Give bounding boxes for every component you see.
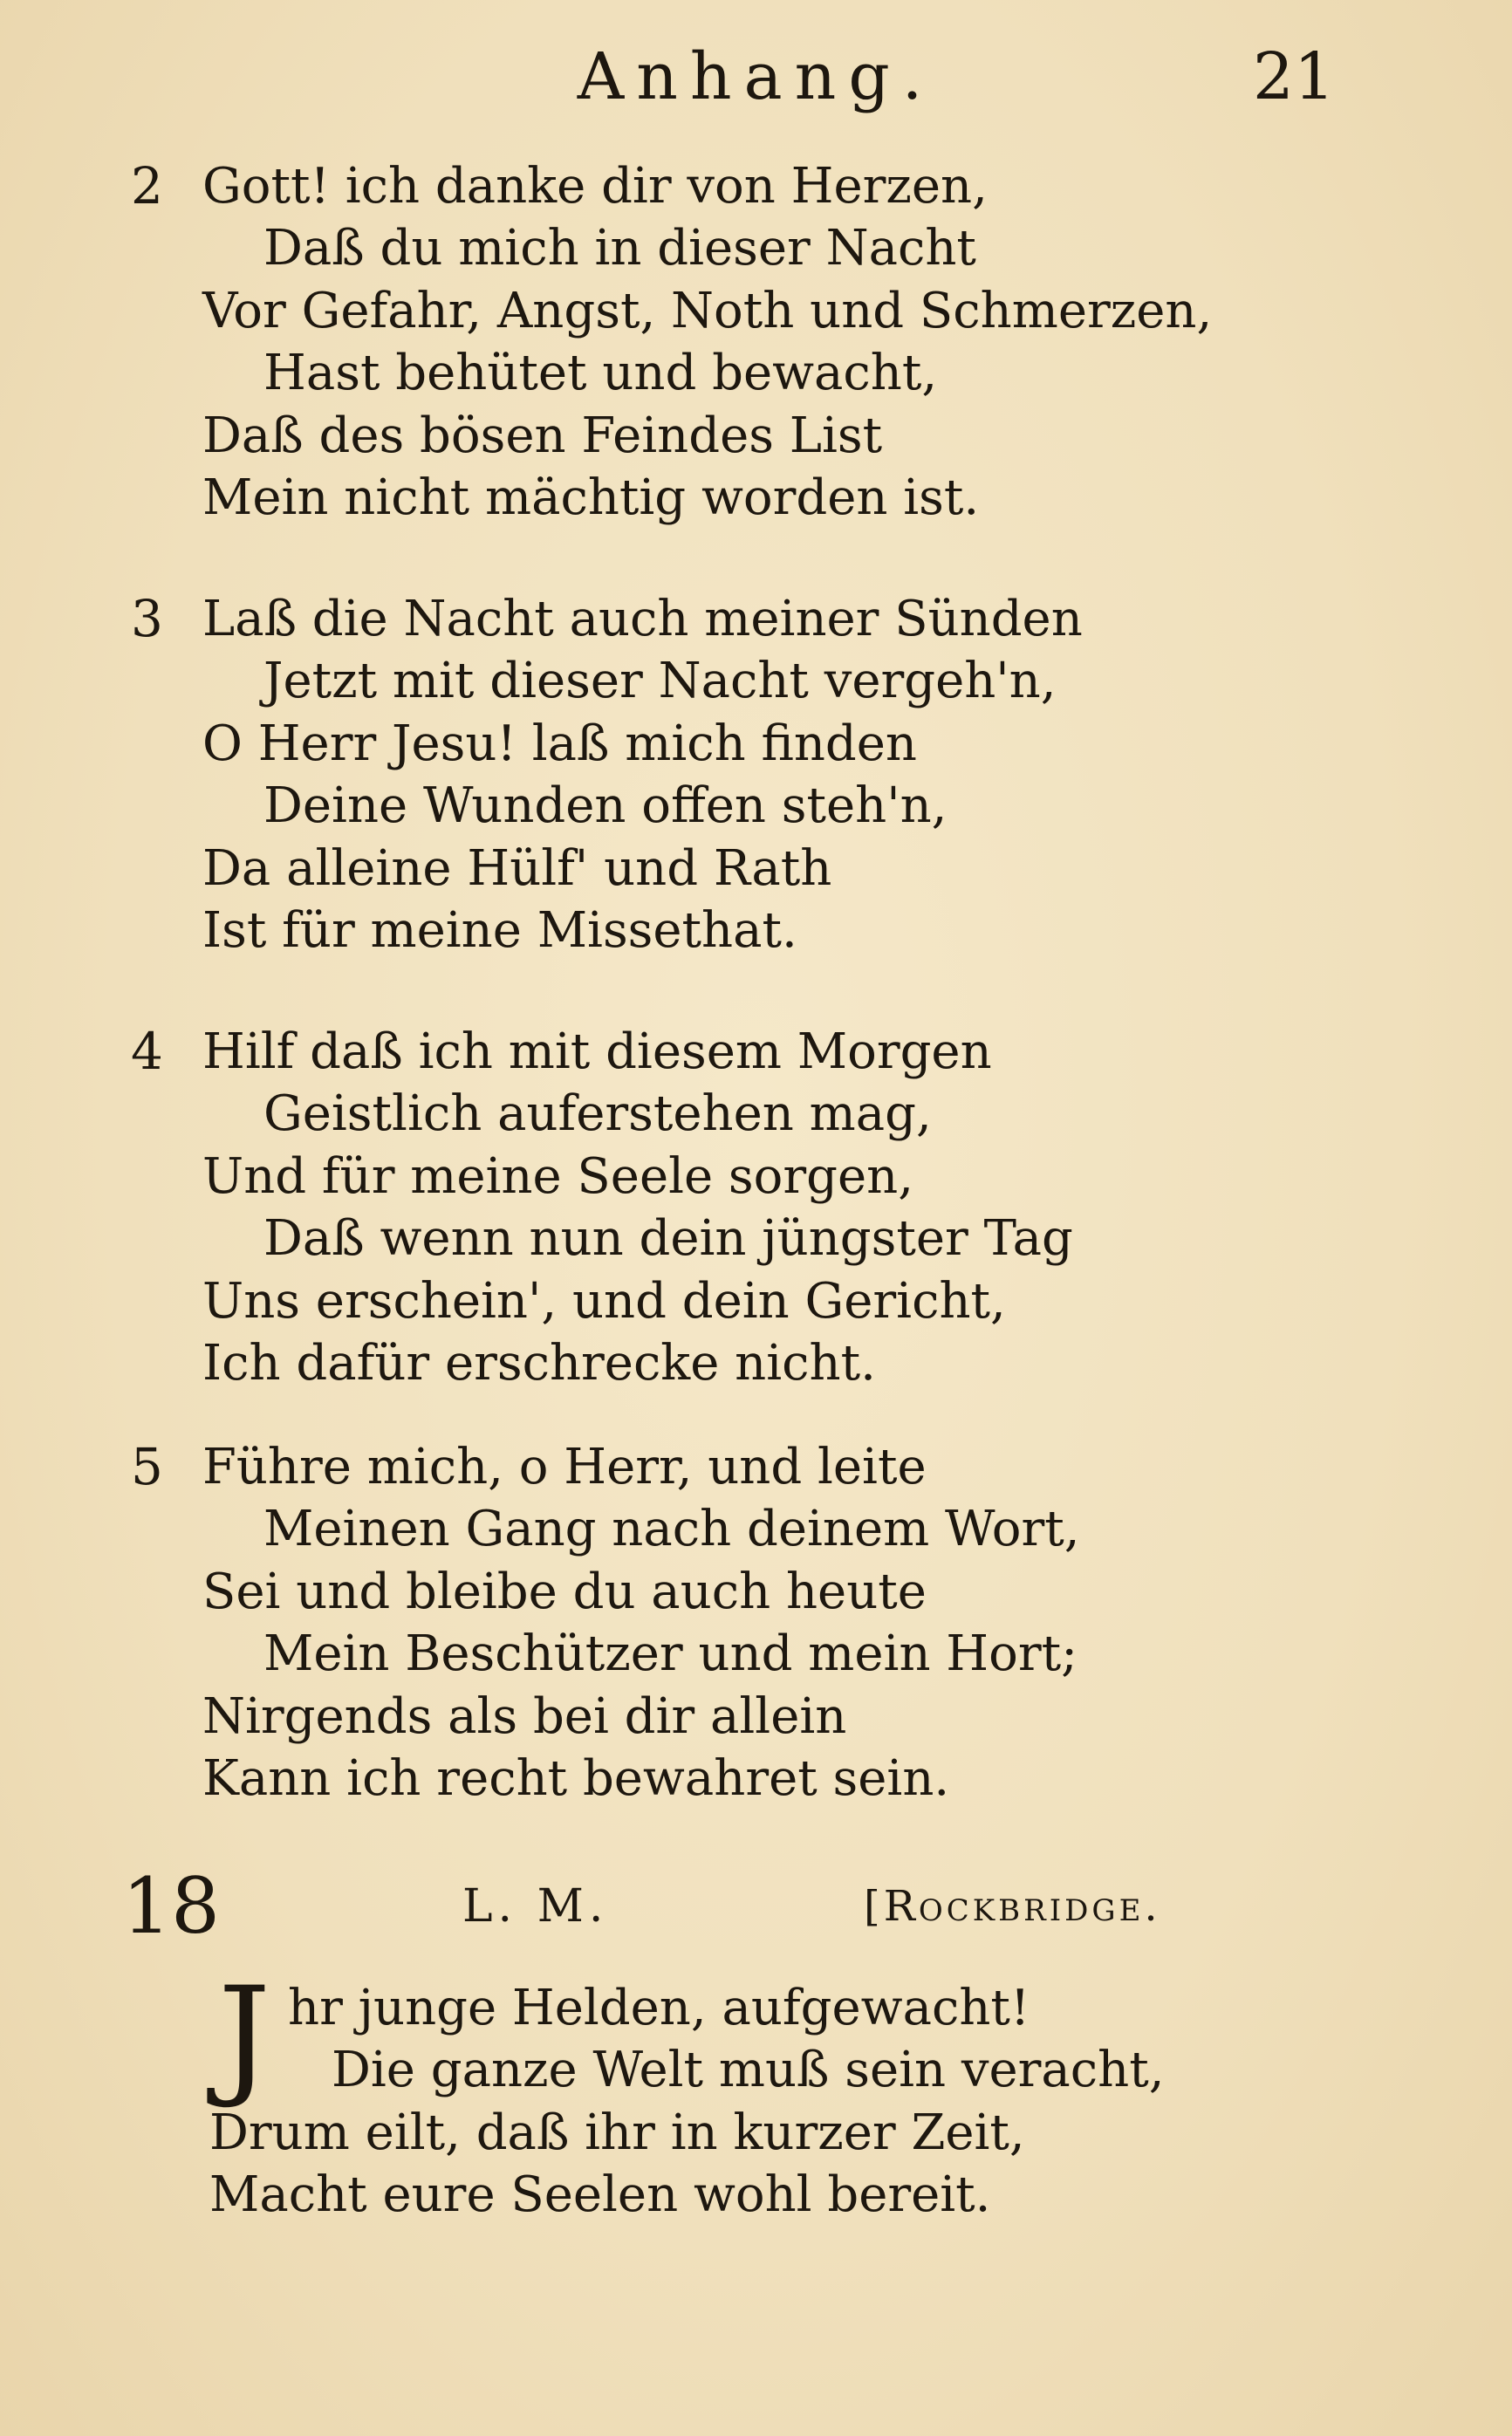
stanza-line: [0, 467, 1512, 529]
stanza-3: [0, 588, 1512, 961]
stanza-2: [0, 155, 1512, 529]
stanza-line: [0, 713, 1512, 775]
stanza-line: [0, 2164, 1512, 2226]
stanza-number: 2: [131, 156, 163, 216]
stanza-line: [0, 155, 1512, 217]
verse-text: Gott! ich danke dir von Herzen,: [202, 158, 988, 215]
stanza-line: [0, 2102, 1512, 2164]
verse-text: Meinen Gang nach deinem Wort,: [263, 1501, 1080, 1558]
hymn-number: 18: [122, 1861, 220, 1951]
verse-text: Nirgends als bei dir allein: [202, 1687, 847, 1745]
stanza-4: [0, 1021, 1512, 1394]
verse-text: Hilf daß ich mit diesem Morgen: [202, 1023, 992, 1080]
verse-text: Ich dafür erschrecke nicht.: [202, 1334, 876, 1392]
hymn-18-stanza: [0, 1977, 1512, 2227]
hymn-header: [0, 1858, 1512, 1954]
drop-cap-initial: J: [218, 1960, 271, 2111]
stanza-line: [0, 2039, 1512, 2101]
verse-text: Führe mich, o Herr, und leite: [202, 1439, 927, 1495]
stanza-line: [0, 1686, 1512, 1748]
stanza-number: 5: [131, 1437, 163, 1496]
verse-text: O Herr Jesu! laß mich finden: [202, 715, 917, 772]
verse-text: hr junge Helden, aufgewacht!: [288, 1980, 1030, 2036]
stanza-line: [0, 1083, 1512, 1145]
stanza-line: [0, 1332, 1512, 1394]
stanza-line: [0, 1436, 1512, 1498]
stanza-number: 4: [131, 1022, 163, 1081]
stanza-line: [0, 838, 1512, 900]
stanza-line: [0, 217, 1512, 279]
stanza-line: [0, 1748, 1512, 1810]
stanza-line: [0, 342, 1512, 404]
stanza-line: [0, 1561, 1512, 1623]
verse-text: Sei und bleibe du auch heute: [202, 1563, 927, 1620]
stanza-line: [0, 775, 1512, 837]
stanza-line: [0, 1270, 1512, 1332]
verse-text: Deine Wunden offen steh'n,: [263, 777, 948, 835]
stanza-line: [0, 1498, 1512, 1560]
verse-text: Mein Beschützer und mein Hort;: [263, 1625, 1078, 1683]
stanza-number: 3: [131, 589, 163, 648]
stanza-line: [0, 1977, 1512, 2039]
stanza-line: [0, 280, 1512, 342]
hymn-meter: L. M.: [462, 1880, 609, 1933]
stanza-line: [0, 1623, 1512, 1685]
running-header: Anhang.: [577, 39, 935, 114]
stanza-line: [0, 588, 1512, 650]
verse-text: Daß du mich in dieser Nacht: [263, 220, 976, 277]
verse-text: Da alleine Hülf' und Rath: [202, 839, 832, 897]
stanza-line: [0, 405, 1512, 467]
verse-text: Vor Gefahr, Angst, Noth und Schmerzen,: [202, 282, 1213, 339]
stanza-line: [0, 900, 1512, 961]
stanza-line: [0, 1021, 1512, 1083]
page-number: 21: [1252, 39, 1335, 114]
stanza-5: [0, 1436, 1512, 1810]
stanza-line: [0, 650, 1512, 712]
verse-text: Kann ich recht bewahret sein.: [202, 1749, 950, 1807]
verse-text: Jetzt mit dieser Nacht vergeh'n,: [263, 653, 1057, 710]
verse-text: Ist für meine Missethat.: [202, 901, 797, 959]
hymn-tune-name: [Rockbridge.: [864, 1882, 1161, 1931]
verse-text: Daß des bösen Feindes List: [202, 407, 883, 464]
verse-text: Geistlich auferstehen mag,: [263, 1085, 932, 1143]
verse-text: Mein nicht mächtig worden ist.: [202, 469, 980, 526]
verse-text: Laß die Nacht auch meiner Sünden: [202, 591, 1083, 647]
stanza-line: [0, 1208, 1512, 1269]
verse-text: Macht eure Seelen wohl bereit.: [209, 2166, 991, 2224]
verse-text: Die ganze Welt muß sein veracht,: [332, 2042, 1165, 2099]
stanza-line: [0, 1146, 1512, 1208]
verse-text: Hast behütet und bewacht,: [263, 345, 938, 402]
verse-text: Daß wenn nun dein jüngster Tag: [263, 1210, 1073, 1268]
verse-text: Uns erschein', und dein Gericht,: [202, 1272, 1006, 1330]
verse-text: Drum eilt, daß ihr in kurzer Zeit,: [209, 2104, 1025, 2161]
verse-text: Und für meine Seele sorgen,: [202, 1147, 914, 1205]
